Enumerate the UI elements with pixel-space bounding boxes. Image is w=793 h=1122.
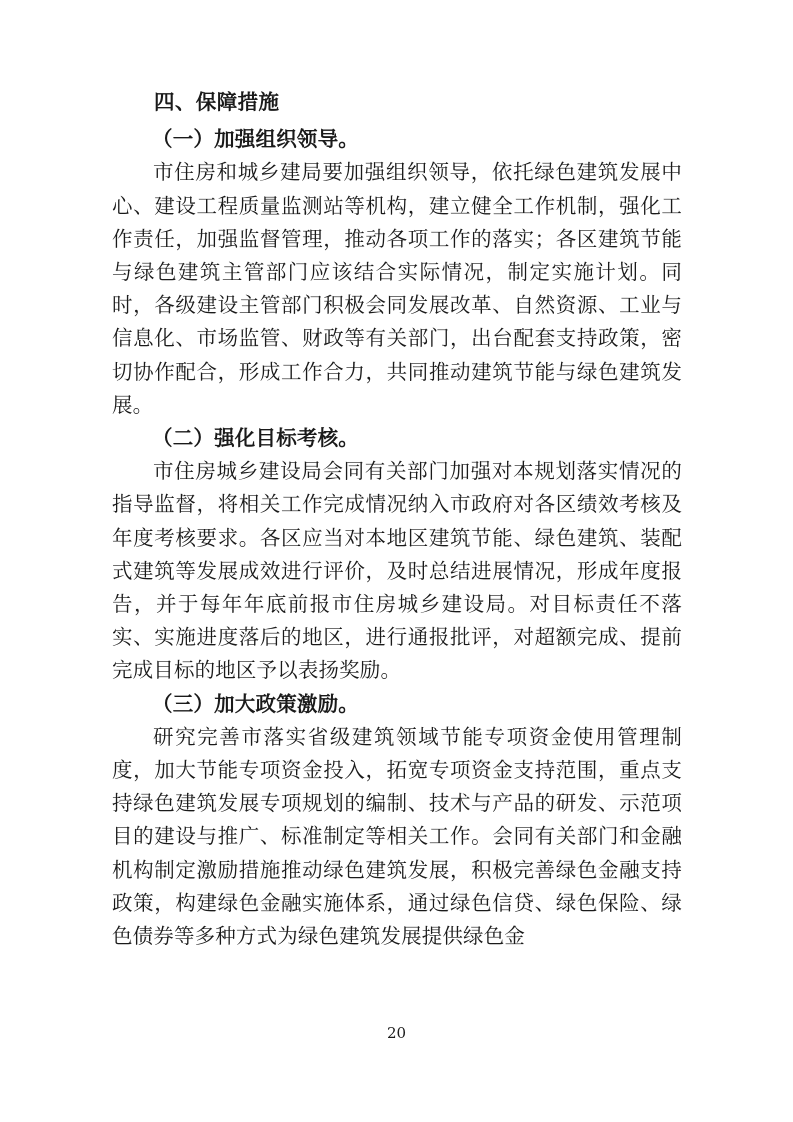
section-heading: 四、保障措施	[154, 90, 280, 114]
subsection-3-paragraph: 研究完善市落实省级建筑领域节能专项资金使用管理制度，加大节能专项资金投入，拓宽专项资金支持范围，重点支持绿色建筑发展专项规划的编制、技术与产品的研发、示范项目的建设与推广、标准制定等相关工作。会同有关部门和金融机构制定激励措施推动绿色建筑发展，积极完善绿色金融支持政策，构建绿色金融实施体系，通过绿色信贷、绿色保险、绿色债券等多种方式为绿色建筑发展提供绿色金	[112, 724, 682, 949]
subsection-2-heading: （二）强化目标考核。	[152, 426, 359, 451]
subsection-1-paragraph: 市住房和城乡建局要加强组织领导，依托绿色建筑发展中心、建设工程质量监测站等机构，建立健全工作机制，强化工作责任，加强监督管理，推动各项工作的落实；各区建筑节能与绿色建筑主管部门应该结合实际情况，制定实施计划。同时，各级建设主管部门积极会同发展改革、自然资源、工业与信息化、市场监管、财政等有关部门，出台配套支持政策，密切协作配合，形成工作合力，共同推动建筑节能与绿色建筑发展。	[112, 160, 682, 417]
subsection-3-heading: （三）加大政策激励。	[152, 691, 359, 716]
page-number: 20	[386, 1024, 407, 1042]
subsection-2-paragraph: 市住房城乡建设局会同有关部门加强对本规划落实情况的指导监督，将相关工作完成情况纳入市政府对各区绩效考核及年度考核要求。各区应当对本地区建筑节能、绿色建筑、装配式建筑等发展成效进行评价，及时总结进展情况，形成年度报告，并于每年年底前报市住房城乡建设局。对目标责任不落实、实施进度落后的地区，进行通报批评，对超额完成、提前完成目标的地区予以表扬奖励。	[112, 459, 682, 683]
subsection-1-heading: （一）加强组织领导。	[152, 127, 359, 152]
document-body	[112, 86, 682, 953]
